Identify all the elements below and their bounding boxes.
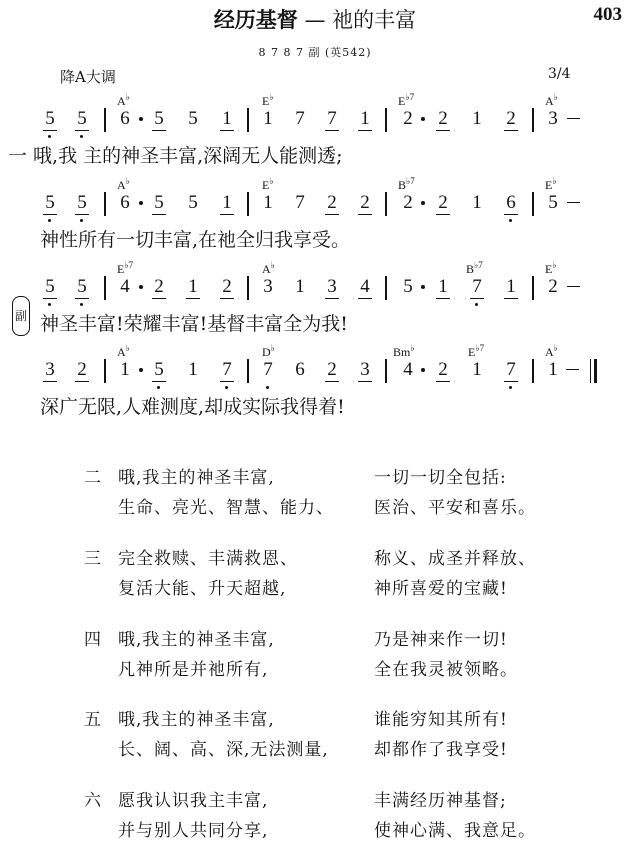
verse-6: 六 愿我认识我主丰富, 丰满经历神基督; 并与别人共同分享, 使神心满、我意足。 — [0, 786, 630, 842]
note: 2 — [548, 276, 558, 297]
note: 5 — [152, 108, 166, 131]
chord-symbol: $B^{♭7}$ — [398, 176, 415, 192]
chord-symbol: Bm♭ — [393, 343, 415, 359]
barline — [247, 192, 249, 216]
dash — [567, 286, 580, 287]
note: 2 — [436, 192, 450, 215]
barline — [104, 108, 106, 132]
dot — [421, 117, 425, 121]
note: 3 — [358, 359, 372, 382]
note: 2 — [403, 108, 413, 129]
chord-symbol: A♭ — [545, 343, 558, 359]
barline — [104, 276, 106, 300]
note: 4 — [358, 276, 372, 299]
note: 2 — [325, 359, 339, 382]
note: 2 — [436, 108, 450, 131]
lyric-line-3: 神圣丰富!荣耀丰富!基督丰富全为我! — [40, 313, 348, 335]
chord-symbol: E♭ — [545, 260, 557, 276]
note: 2 — [436, 359, 450, 382]
dot — [421, 368, 425, 372]
chord-symbol: E♭ — [262, 92, 274, 108]
hymn-title — [0, 4, 630, 34]
dot — [139, 368, 143, 372]
hymn-number: 403 — [593, 4, 622, 25]
chord-symbol: A♭ — [262, 260, 275, 276]
chord-symbol: A♭ — [117, 343, 130, 359]
verse-number: 六 — [84, 791, 101, 811]
note: 5 — [188, 192, 198, 213]
notation-line-4 — [0, 359, 630, 395]
barline — [104, 192, 106, 216]
note: 1 — [358, 108, 372, 131]
chord-symbol: A♭ — [545, 92, 558, 108]
note: 2 — [152, 276, 166, 299]
note: 5 — [548, 192, 558, 213]
dash — [566, 369, 579, 370]
note: 3 — [263, 276, 273, 297]
note: 5 — [43, 192, 57, 215]
dot — [139, 201, 143, 205]
notation-line-2 — [0, 192, 630, 228]
note: 5 — [43, 108, 57, 131]
barline — [247, 276, 249, 300]
lyric-line-4: 深广无限,人难测度,却成实际我得着! — [40, 396, 345, 418]
barline — [104, 359, 106, 383]
note: 1 — [220, 108, 234, 131]
dot — [139, 117, 143, 121]
note: 1 — [472, 359, 482, 380]
chord-symbol: A♭ — [117, 92, 130, 108]
note: 1 — [472, 108, 482, 129]
note: 5 — [188, 108, 198, 129]
note: 7 — [261, 359, 275, 381]
barline — [532, 359, 534, 383]
barline — [247, 108, 249, 132]
note: 1 — [295, 276, 305, 297]
note: 2 — [75, 359, 89, 382]
dot — [421, 285, 425, 289]
note: 7 — [470, 276, 484, 299]
note: 5 — [75, 276, 89, 299]
note: 1 — [548, 359, 558, 380]
note: 1 — [186, 276, 200, 299]
verse-3: 三 完全救赎、丰满救恩、 称义、成圣并释放、 复活大能、升天超越, 神所喜爱的宝藏! — [0, 544, 630, 600]
final-barline — [594, 359, 597, 383]
note: 2 — [358, 192, 372, 215]
note: 1 — [188, 359, 198, 380]
note: 1 — [263, 108, 273, 129]
note: 7 — [220, 359, 234, 382]
barline — [532, 108, 534, 132]
notation-line-3 — [0, 276, 630, 312]
note: 6 — [295, 359, 305, 380]
dot — [421, 201, 425, 205]
note: 1 — [504, 276, 518, 299]
chord-symbol: $E^{♭7}$ — [468, 343, 485, 359]
verse-4: 四 哦,我主的神圣丰富, 乃是神来作一切! 凡神所是并祂所有, 全在我灵被领略。 — [0, 625, 630, 681]
chord-symbol: D♭ — [262, 343, 275, 359]
note: 1 — [472, 192, 482, 213]
note: 3 — [325, 276, 339, 299]
dash — [567, 202, 580, 203]
note: 5 — [75, 192, 89, 215]
lyric-line-1: 一 哦,我 主的神圣丰富,深阔无人能测透; — [8, 145, 343, 167]
note: 2 — [403, 192, 413, 213]
barline — [532, 192, 534, 216]
note: 7 — [295, 192, 305, 213]
dash — [567, 118, 580, 119]
note: 6 — [504, 192, 518, 215]
note: 2 — [325, 192, 339, 215]
chord-symbol: $B^{♭7}$ — [466, 260, 483, 276]
title-main: 经历基督 — [213, 8, 298, 32]
title-sub: 祂的丰富 — [332, 8, 417, 32]
note: 7 — [504, 359, 518, 382]
meter-line: 8 7 8 7 副 (英542) — [258, 46, 372, 59]
note: 7 — [325, 108, 339, 131]
verse-number: 三 — [84, 549, 101, 569]
dot — [139, 285, 143, 289]
barline — [385, 359, 387, 383]
verse-number: 二 — [84, 468, 101, 488]
verse-2: 二 哦,我主的神圣丰富, 一切一切全包括: 生命、亮光、智慧、能力、 医治、平安和喜乐。 — [0, 463, 630, 519]
note: 4 — [403, 359, 413, 380]
note: 1 — [120, 359, 130, 380]
verse-number: 五 — [84, 710, 101, 730]
barline — [385, 276, 387, 300]
refrain-marker: 副 — [12, 296, 30, 336]
chord-symbol: E♭ — [262, 176, 274, 192]
note: 2 — [504, 108, 518, 131]
note: 3 — [43, 359, 57, 382]
barline — [385, 108, 387, 132]
note: 5 — [75, 108, 89, 131]
chord-symbol: $E^{♭7}$ — [117, 260, 134, 276]
note: 1 — [263, 192, 273, 213]
note: 6 — [120, 108, 130, 129]
chord-symbol: A♭ — [117, 176, 130, 192]
barline — [385, 192, 387, 216]
key-signature: 降A大调 — [60, 68, 116, 86]
chord-symbol: E♭ — [545, 176, 557, 192]
note: 5 — [152, 359, 166, 382]
note: 5 — [152, 192, 166, 215]
barline — [532, 276, 534, 300]
notation-line-1 — [0, 108, 630, 144]
note: 3 — [548, 108, 558, 129]
barline — [247, 359, 249, 383]
note: 4 — [120, 276, 130, 297]
chord-symbol: $E^{♭7}$ — [398, 92, 415, 108]
note: 1 — [220, 192, 234, 215]
final-barline — [590, 359, 591, 383]
note: 5 — [403, 276, 413, 297]
time-signature: 3/4 — [548, 66, 571, 82]
verse-number: 四 — [84, 630, 101, 650]
verse-5: 五 哦,我主的神圣丰富, 谁能穷知其所有! 长、阔、高、深,无法测量, 却都作了我享受! — [0, 705, 630, 761]
title-dash: — — [297, 8, 333, 32]
lyric-line-2: 神性所有一切丰富,在祂全归我享受。 — [40, 229, 351, 251]
note: 7 — [295, 108, 305, 129]
note: 2 — [220, 276, 234, 299]
note: 6 — [120, 192, 130, 213]
note: 5 — [43, 276, 57, 299]
note: 1 — [436, 276, 450, 299]
